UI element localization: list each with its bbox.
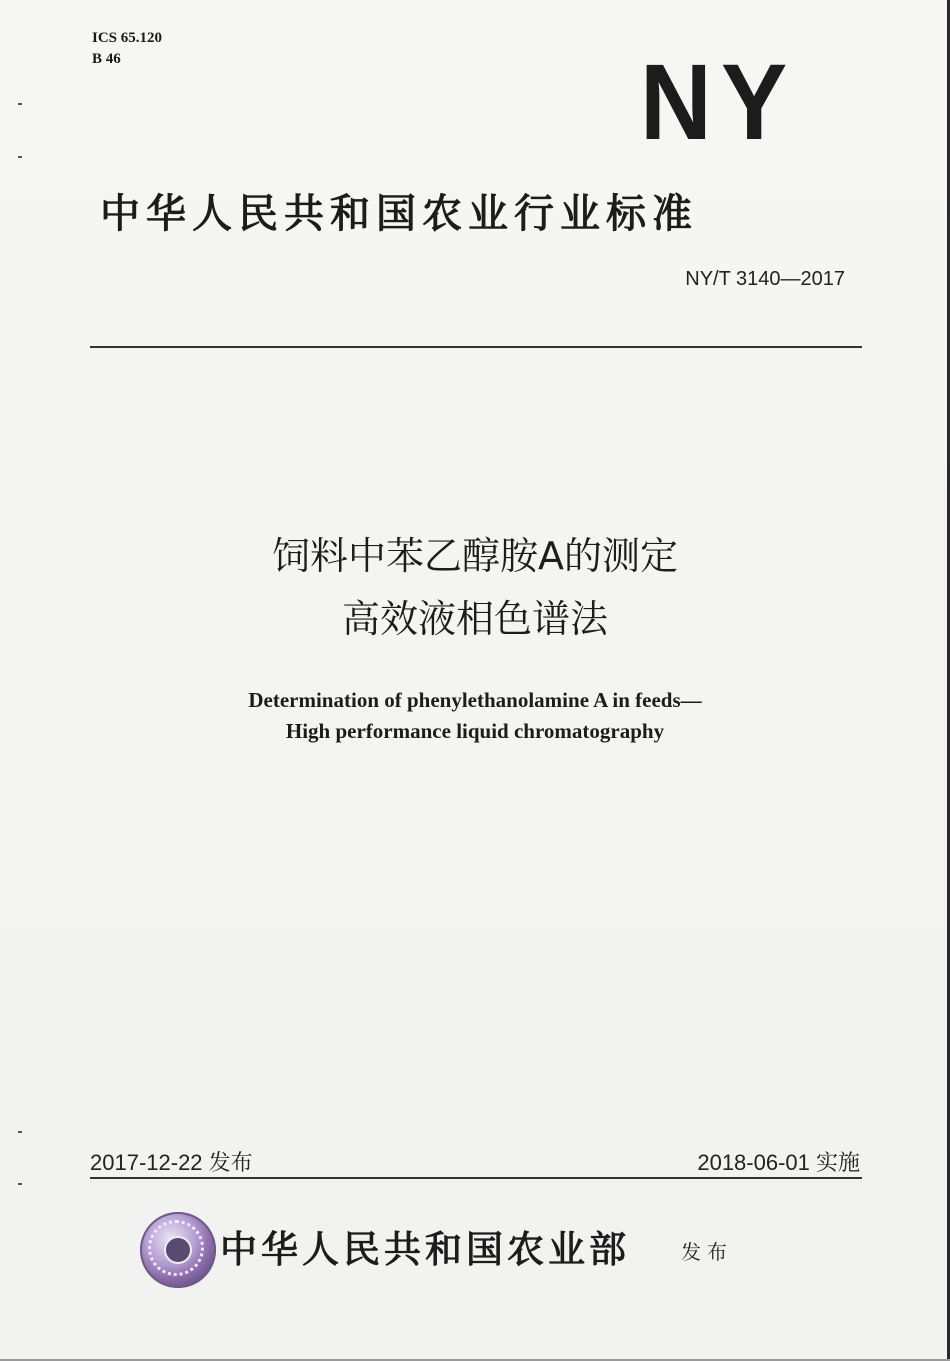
issue-date: 2017-12-22 发布 xyxy=(90,1150,253,1175)
scan-speck xyxy=(18,1183,22,1185)
classification-codes xyxy=(92,28,162,70)
standard-code: NY/T 3140—2017 xyxy=(685,268,845,290)
chinese-title-line-1: 饲料中苯乙醇胺A的测定 xyxy=(272,534,678,578)
scan-speck xyxy=(18,103,22,105)
anti-counterfeit-seal-icon xyxy=(140,1212,216,1288)
ny-logo: NY xyxy=(640,41,797,162)
ccs-code: B 46 xyxy=(92,51,121,67)
footer-divider xyxy=(90,1177,862,1179)
publisher-suffix: 发布 xyxy=(681,1240,733,1264)
english-title-line-1: Determination of phenylethanolamine A in feeds— xyxy=(248,688,702,712)
english-title-line-2: High performance liquid chromatography xyxy=(285,719,665,743)
publisher-name: 中华人民共和国农业部 xyxy=(220,1227,630,1271)
seal-core xyxy=(164,1236,192,1264)
ics-code: ICS 65.120 xyxy=(92,30,163,46)
scan-speck xyxy=(18,1131,22,1133)
standard-series-title: 中华人民共和国农业行业标准 xyxy=(100,190,698,237)
chinese-title-line-2: 高效液相色谱法 xyxy=(341,597,608,641)
scan-speck xyxy=(18,156,22,158)
implementation-date: 2018-06-01 实施 xyxy=(697,1150,860,1175)
header-divider xyxy=(90,346,862,348)
